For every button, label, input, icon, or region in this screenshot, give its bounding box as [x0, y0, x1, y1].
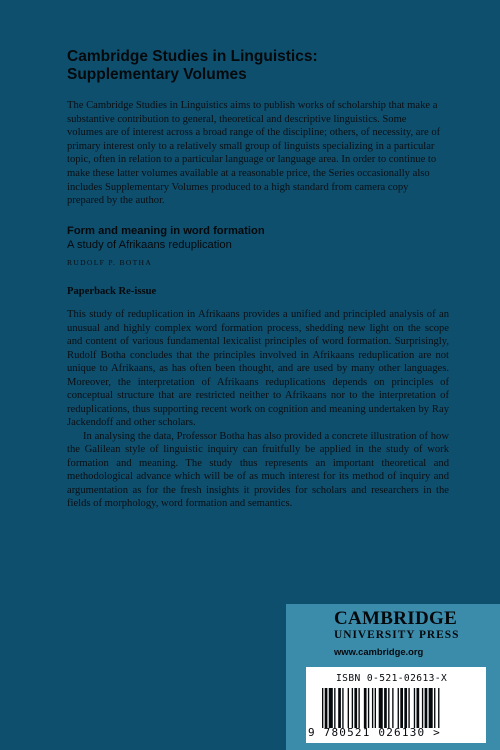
isbn-label: ISBN 0-521-02613-X: [336, 673, 448, 684]
series-description: The Cambridge Studies in Linguistics aims to publish works of scholarship that make a substantive contribution to general, theoretical and descriptive linguistics. Some volumes are of interest across a broad range of the discipline; others, of necessity, are of primary interest only to a relatively small group of linguists specializing in a particular topic, often in relation to a particular language or language area. In order to continue to make these latter volumes available at a reasonable price, the Series occasionally also includes Supplementary Volumes produced to a high standard from camera copy prepared by the author.: [67, 100, 441, 207]
barcode: [306, 667, 486, 743]
publisher-logo-press: UNIVERSITY PRESS: [334, 629, 460, 641]
edition-label: Paperback Re-issue: [67, 286, 157, 297]
blurb-paragraph-1: This study of reduplication in Afrikaans provides a unified and principled analysis of an unusual and highly complex word formation process, shedding new light on the scope and content of various fundamental lexicalist principles of word formation. Surprisingly, Rudolf Botha concludes that the principles involved in Afrikaans reduplication are not unique to Afrikaans, as has often been thought, and are used by many other languages. Moreover, the interpretation of Afrikaans reduplications depends on principles of conceptual structure that are restricted neither to Afrikaans nor to the interpretation of reduplications, thus supporting recent work on cognition and meaning undertaken by Ray Jackendoff and other scholars.: [67, 309, 449, 428]
publisher-url: www.cambridge.org: [334, 646, 424, 657]
author-name: RUDOLF P. BOTHA: [67, 258, 153, 267]
series-title-line-2: Supplementary Volumes: [67, 66, 247, 83]
publisher-logo-name: CAMBRIDGE: [334, 608, 458, 629]
barcode-bars-icon: [322, 688, 478, 728]
book-title: Form and meaning in word formation: [67, 225, 265, 237]
book-subtitle: A study of Afrikaans reduplication: [67, 239, 232, 251]
series-title: [67, 48, 467, 84]
blurb-paragraph-2: In analysing the data, Professor Botha has also provided a concrete illustration of how the Galilean style of linguistic inquiry can fruitfully be applied in the study of work formation and meaning. The study thus represents an important theoretical and methodological advance which will be of as much interest for its method of inquiry and argumentation as for the fresh insights it provides for scholars and researchers in the fields of morphology, word formation and semantics.: [67, 430, 449, 509]
book-blurb: [67, 308, 449, 511]
barcode-digits: 9 780521 026130 >: [308, 726, 441, 739]
publisher-panel: [286, 604, 500, 750]
series-title-line-1: Cambridge Studies in Linguistics:: [67, 48, 318, 65]
